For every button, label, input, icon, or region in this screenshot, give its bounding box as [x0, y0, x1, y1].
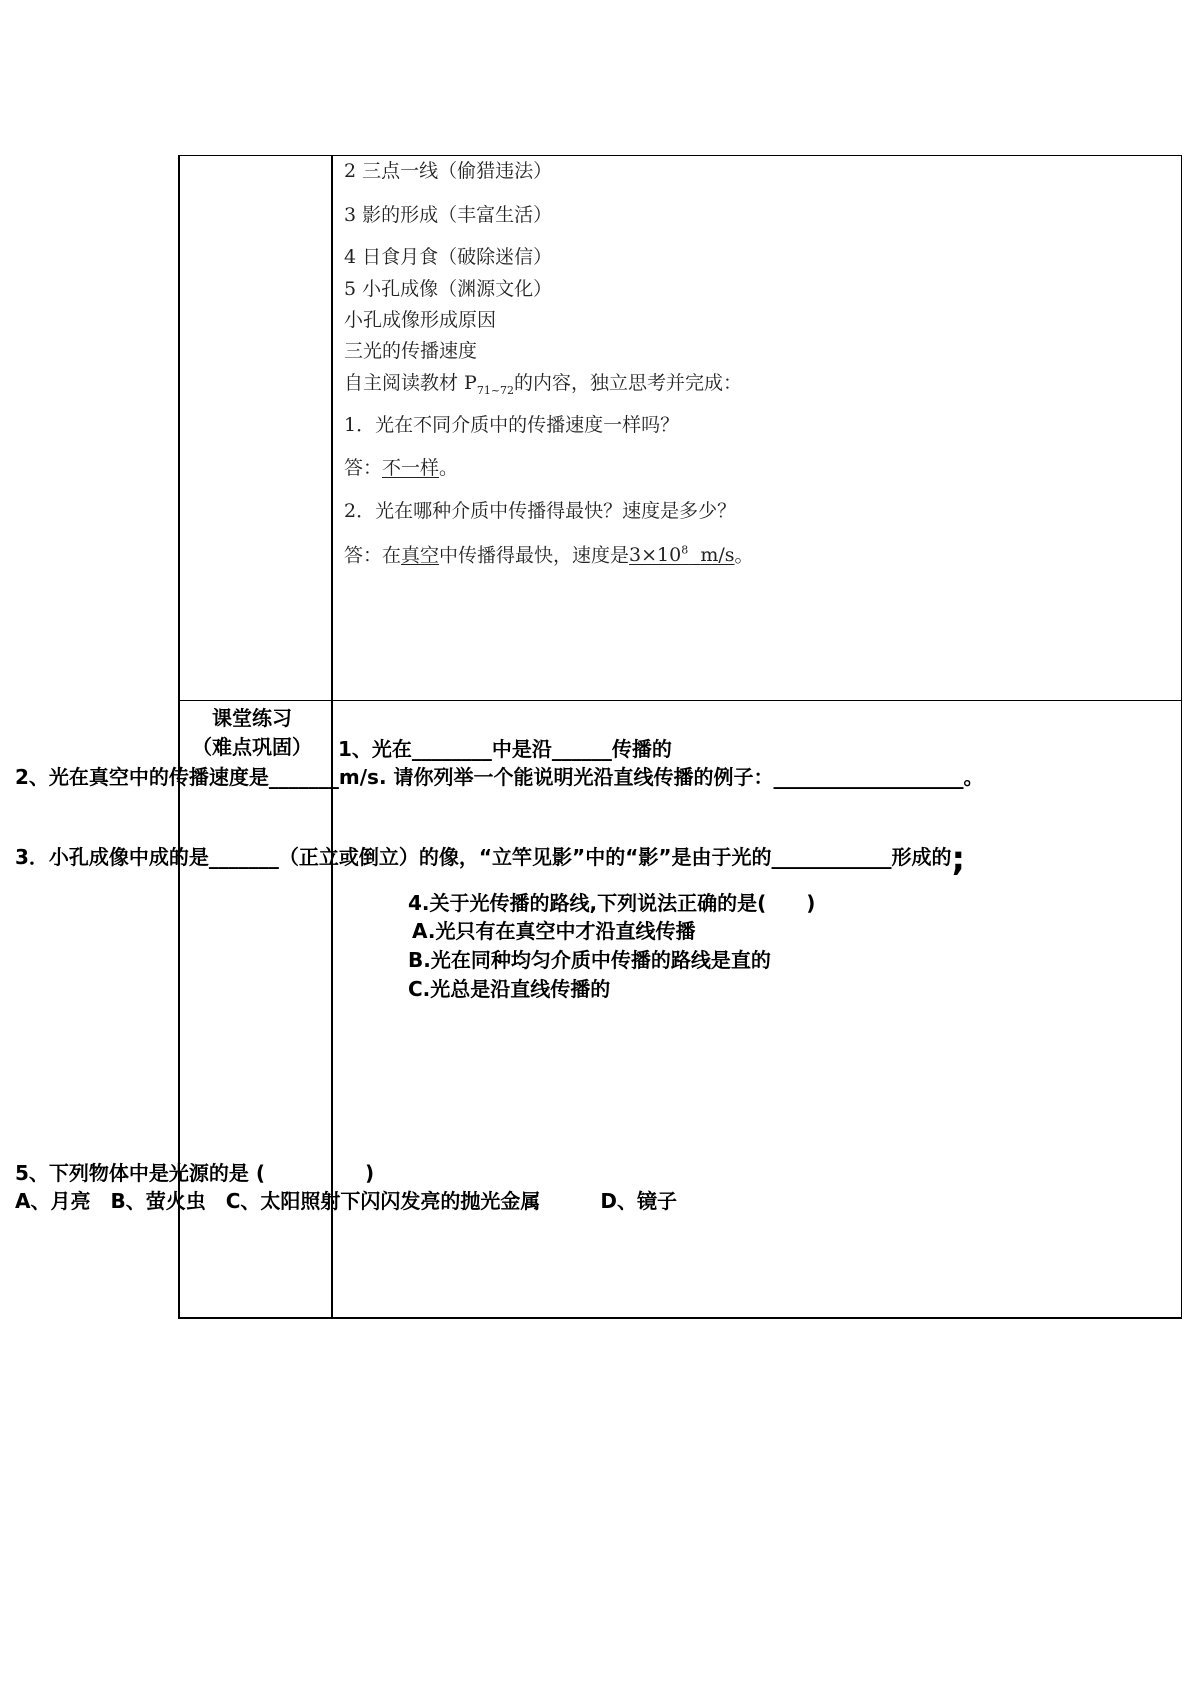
answer-2-speed: $3\times 10^8$ m/s — [629, 544, 735, 567]
question-1: 1．光在不同介质中的传播速度一样吗？ — [344, 414, 680, 436]
exercise-1: 1、光在________中是沿______传播的 — [338, 737, 672, 761]
answer-1: 答：不一样。 — [344, 457, 459, 479]
table-column-divider — [331, 155, 333, 1319]
reading-instruction: 自主阅读教材 $P_{71\sim 72}$的内容，独立思考并完成： — [344, 372, 743, 397]
exercise-4: 4.关于光传播的路线,下列说法正确的是( ) — [408, 891, 816, 915]
answer-2-medium: 真空 — [401, 544, 440, 567]
exercise-4-option-b: B.光在同种均匀介质中传播的路线是直的 — [408, 948, 771, 972]
exercise-5-options: A、月亮 B、萤火虫 C、太阳照射下闪闪发亮的抛光金属 D、镜子 — [15, 1189, 678, 1213]
question-2: 2．光在哪种介质中传播得最快？速度是多少？ — [344, 500, 737, 522]
outline-item-pinhole: 5 小孔成像（渊源文化） — [344, 278, 553, 300]
reading-pages: 71~72 — [476, 383, 515, 397]
outline-item-light-speed: 三光的传播速度 — [344, 340, 478, 362]
table-bottom-border — [178, 1317, 1182, 1319]
outline-item-pinhole-cause: 小孔成像形成原因 — [344, 309, 497, 331]
table-row-divider — [178, 700, 1182, 701]
section-label-difficulty: （难点巩固） — [192, 735, 312, 759]
exercise-4-option-c: C.光总是沿直线传播的 — [408, 977, 611, 1001]
table-top-border — [178, 155, 1182, 156]
exercise-4-option-a: A.光只有在真空中才沿直线传播 — [412, 919, 696, 943]
section-label-classroom-practice: 课堂练习 — [212, 706, 292, 730]
outline-item-shadow: 3 影的形成（丰富生活） — [344, 204, 553, 226]
answer-2: 答：在真空中传播得最快，速度是$3\times 10^8$ m/s。 — [344, 544, 754, 567]
outline-item-eclipse: 4 日食月食（破除迷信） — [344, 246, 553, 268]
exercise-5: 5、下列物体中是光源的是 ( ) — [15, 1161, 375, 1185]
answer-1-value: 不一样 — [382, 457, 440, 479]
table-left-border — [178, 155, 180, 1319]
table-right-border — [1181, 155, 1182, 1319]
outline-item-three-points: 2 三点一线（偷猎违法） — [344, 160, 553, 182]
exercise-2: 2、光在真空中的传播速度是_______m/s. 请你列举一个能说明光沿直线传播的例子：___________________。 — [15, 765, 984, 789]
exercise-3: 3．小孔成像中成的是_______（正立或倒立）的像，“立竿见影”中的“影”是由于光的____________形成的; — [15, 839, 966, 879]
